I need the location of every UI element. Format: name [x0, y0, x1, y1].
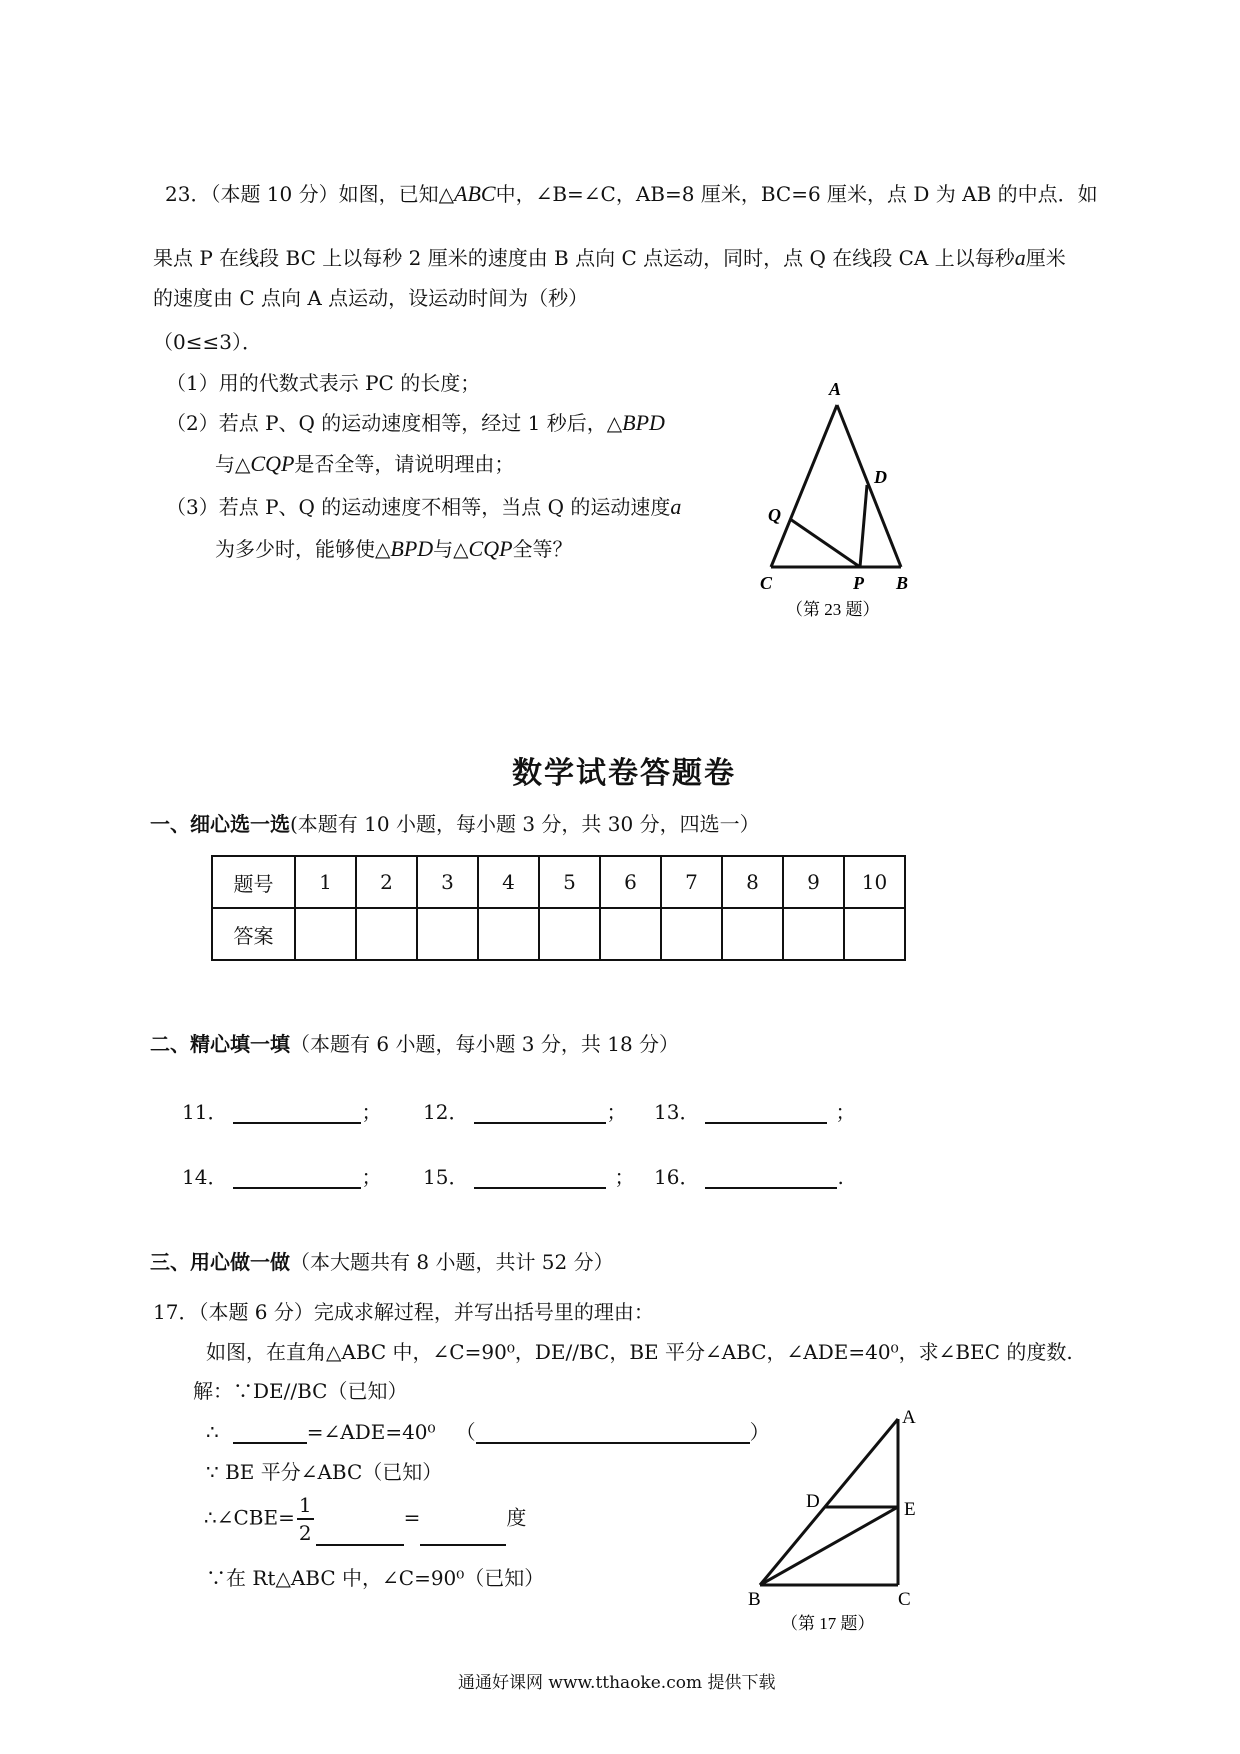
- label-d: D: [874, 467, 887, 487]
- label-a: A: [829, 379, 842, 399]
- answer-cell[interactable]: [661, 908, 722, 960]
- answer-table-number-row: [212, 856, 905, 908]
- fill-blank-11[interactable]: [233, 1100, 361, 1124]
- answer-cell[interactable]: [783, 908, 844, 960]
- section3-heading: 三、用心做一做（本大题共有 8 小题，共计 52 分）: [150, 1250, 614, 1274]
- label-a: A: [902, 1407, 916, 1428]
- q17-head: 17．（本题 6 分）完成求解过程，并写出括号里的理由：: [153, 1300, 654, 1324]
- q17-blank-reason[interactable]: [476, 1420, 750, 1444]
- question-number: 1: [295, 856, 356, 908]
- figure-23: [740, 375, 940, 620]
- label-c: C: [760, 573, 773, 593]
- q17-step4: ∴∠CBE= $\frac{1}{2}$ = 度: [204, 1493, 527, 1545]
- question-number: 7: [661, 856, 722, 908]
- q17-statement: 如图，在直角△ABC 中，∠C=90⁰，DE//BC，BE 平分∠ABC，∠ADE=40⁰，求∠BEC 的度数.: [206, 1340, 1073, 1364]
- q17-step1: 解：∵DE//BC（已知）: [193, 1379, 408, 1403]
- footer-credit: 通通好课网 www.tthaoke.com 提供下载: [458, 1673, 776, 1693]
- q17-step5: ∵在 Rt△ABC 中，∠C=90⁰（已知）: [206, 1566, 545, 1590]
- q17-blank-degree[interactable]: [420, 1522, 506, 1546]
- segment-dp: [860, 485, 867, 567]
- label-q: Q: [768, 505, 781, 525]
- fill-blank-14[interactable]: [233, 1165, 361, 1189]
- question-number: 2: [356, 856, 417, 908]
- figure-17: [740, 1405, 940, 1635]
- side-ab: [837, 405, 901, 567]
- fill-blank-13[interactable]: [705, 1100, 827, 1124]
- fill-blank-12[interactable]: [474, 1100, 606, 1124]
- q23-line4: （0≤≤3）．: [153, 330, 262, 354]
- q23-part2-line1: （2）若点 P、Q 的运动速度相等，经过 1 秒后，△BPD: [166, 410, 665, 435]
- answer-table-answer-row: [212, 908, 905, 960]
- answer-cell[interactable]: [478, 908, 539, 960]
- segment-be: [760, 1507, 898, 1585]
- fill-item-15: 15． ；: [423, 1165, 635, 1189]
- question-number: 9: [783, 856, 844, 908]
- q17-step2: ∴ =∠ADE=40⁰ （ ）: [206, 1420, 770, 1444]
- section2-heading: 二、精心填一填（本题有 6 小题，每小题 3 分，共 18 分）: [150, 1032, 680, 1056]
- label-e: E: [904, 1499, 916, 1520]
- fill-item-16: 16． .: [654, 1165, 844, 1189]
- answer-table-header-ans: 答案: [212, 908, 295, 960]
- question-number: 5: [539, 856, 600, 908]
- segment-qp: [790, 519, 860, 567]
- q23-part2-line2: 与△CQP是否全等，请说明理由；: [215, 451, 515, 476]
- answer-cell[interactable]: [844, 908, 905, 960]
- label-c: C: [898, 1589, 911, 1610]
- q23-part3-line2: 为多少时，能够使△BPD与△CQP全等？: [215, 536, 573, 561]
- fill-item-14: 14． ；: [182, 1165, 382, 1189]
- fraction-one-half: $\frac{1}{2}$: [298, 1493, 312, 1545]
- q23-line2: 果点 P 在线段 BC 上以每秒 2 厘米的速度由 B 点向 C 点运动，同时，点 Q 在线段 CA 上以每秒a厘米: [153, 245, 1066, 270]
- q23-part3-line1: （3）若点 P、Q 的运动速度不相等，当点 Q 的运动速度a: [166, 494, 682, 519]
- fill-blank-16[interactable]: [705, 1165, 837, 1189]
- answer-cell[interactable]: [600, 908, 661, 960]
- fill-item-12: 12． ；: [423, 1100, 627, 1124]
- q23-line1: 23．（本题 10 分）如图，已知△ABC中，∠B=∠C，AB=8 厘米，BC=6 厘米，点 D 为 AB 的中点．如: [165, 181, 1098, 206]
- answer-cell[interactable]: [295, 908, 356, 960]
- question-number: 4: [478, 856, 539, 908]
- fill-item-11: 11． ；: [182, 1100, 382, 1124]
- answer-cell[interactable]: [417, 908, 478, 960]
- figure-23-caption: （第 23 题）: [786, 600, 880, 619]
- q23-part1: （1）用的代数式表示 PC 的长度；: [166, 371, 481, 395]
- question-number: 6: [600, 856, 661, 908]
- question-number: 8: [722, 856, 783, 908]
- answer-table-header-num: 题号: [212, 856, 295, 908]
- q17-step3: ∵ BE 平分∠ABC（已知）: [206, 1460, 443, 1484]
- q17-blank-angle[interactable]: [233, 1420, 307, 1444]
- label-d: D: [806, 1491, 820, 1512]
- side-ab: [760, 1419, 898, 1585]
- figure-17-caption: （第 17 题）: [781, 1614, 875, 1633]
- q23-line3: 的速度由 C 点向 A 点运动，设运动时间为（秒）: [153, 286, 589, 310]
- question-number: 10: [844, 856, 905, 908]
- label-b: B: [748, 1589, 761, 1610]
- answer-table: [211, 855, 906, 961]
- q17-blank-cbe[interactable]: [316, 1522, 404, 1546]
- fill-blank-15[interactable]: [474, 1165, 606, 1189]
- label-p: P: [853, 573, 864, 593]
- section1-heading: 一、细心选一选(本题有 10 小题，每小题 3 分，共 30 分，四选一）: [150, 812, 760, 836]
- answer-cell[interactable]: [722, 908, 783, 960]
- answer-cell[interactable]: [539, 908, 600, 960]
- question-number: 3: [417, 856, 478, 908]
- answer-sheet-title: 数学试卷答题卷: [512, 756, 736, 791]
- answer-cell[interactable]: [356, 908, 417, 960]
- fill-item-13: 13． ；: [654, 1100, 856, 1124]
- label-b: B: [896, 573, 909, 593]
